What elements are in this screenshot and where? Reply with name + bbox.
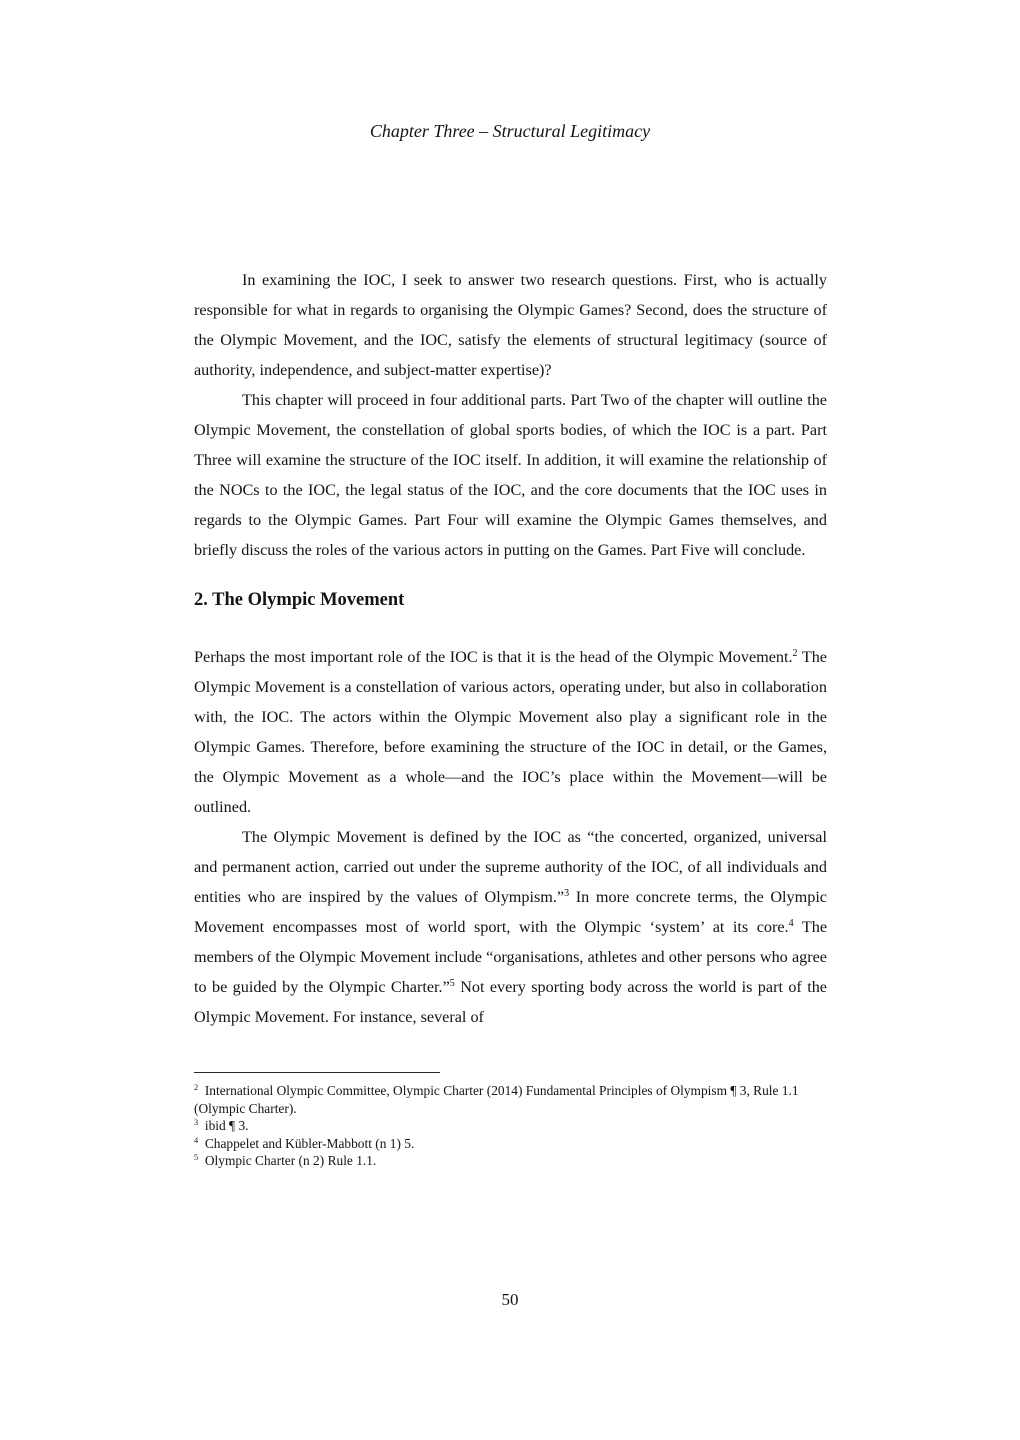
- footnote-reference: 5: [449, 978, 455, 990]
- chapter-header: Chapter Three – Structural Legitimacy: [369, 121, 651, 141]
- section-heading: 2. The Olympic Movement: [194, 590, 405, 610]
- footnote-number: 5: [194, 1153, 199, 1163]
- footnote-number: 3: [194, 1118, 199, 1128]
- footnote-reference: 2: [792, 648, 798, 660]
- page-number: 50: [501, 1290, 519, 1309]
- footnote: $^3$ ibid ¶ 3.: [194, 1118, 249, 1133]
- footnotes-section: [194, 1072, 827, 1170]
- footnote-reference: 4: [788, 918, 794, 930]
- body-paragraph: The Olympic Movement is defined by the IOC as “the concerted, organized, universal and permanent action, carried out under the supreme authority of the IOC, of all individuals and entities who are inspired by the values of Olympism.”$^3$ In more concrete terms, the Olympic Movement encompasses most of world sport, with the Olympic ‘system’ at its core.$^4$ The members of the Olympic Movement include “organisations, athletes and other persons who agree to be guided by the Olympic Charter.”$^5$ Not every sporting body across the world is part of the Olympic Movement. For instance, several of: [194, 828, 828, 1026]
- footnote: $^2$ International Olympic Committee, Olympic Charter (2014) Fundamental Principles of Olympism ¶ 3, Rule 1.1 (Olympic Charter).: [194, 1083, 799, 1116]
- body-paragraph: Perhaps the most important role of the IOC is that it is the head of the Olympic Movement.$^2$ The Olympic Movement is a constellation of various actors, operating under, but also in collaboration with, the IOC. The actors within the Olympic Movement also play a significant role in the Olympic Games. Therefore, before examining the structure of the IOC in detail, or the Games, the Olympic Movement as a whole—and the IOC’s place within the Movement—will be outlined.: [194, 648, 827, 816]
- footnote: $^5$ Olympic Charter (n 2) Rule 1.1.: [194, 1153, 377, 1168]
- body-paragraph: This chapter will proceed in four additional parts. Part Two of the chapter will outline the Olympic Movement, the constellation of global sports bodies, of which the IOC is a part. Part Three will examine the structure of the IOC itself. In addition, it will examine the relationship of the NOCs to the IOC, the legal status of the IOC, and the core documents that the IOC uses in regards to the Olympic Games. Part Four will examine the Olympic Games themselves, and briefly discuss the roles of the various actors in putting on the Games. Part Five will conclude.: [194, 391, 827, 559]
- footnotes-list: [194, 1082, 827, 1170]
- footnote: $^4$ Chappelet and Kübler-Mabbott (n 1) 5.: [194, 1135, 415, 1151]
- footnote-number: 4: [194, 1135, 199, 1145]
- body-paragraph: In examining the IOC, I seek to answer two research questions. First, who is actually responsible for what in regards to organising the Olympic Games? Second, does the structure of the Olympic Movement, and the IOC, satisfy the elements of structural legitimacy (source of authority, independence, and subject-matter expertise)?: [194, 271, 827, 379]
- body-text: [194, 265, 827, 1032]
- footnote-number: 2: [194, 1083, 199, 1093]
- footnote-separator: [194, 1072, 440, 1073]
- footnote-reference: 3: [564, 888, 570, 900]
